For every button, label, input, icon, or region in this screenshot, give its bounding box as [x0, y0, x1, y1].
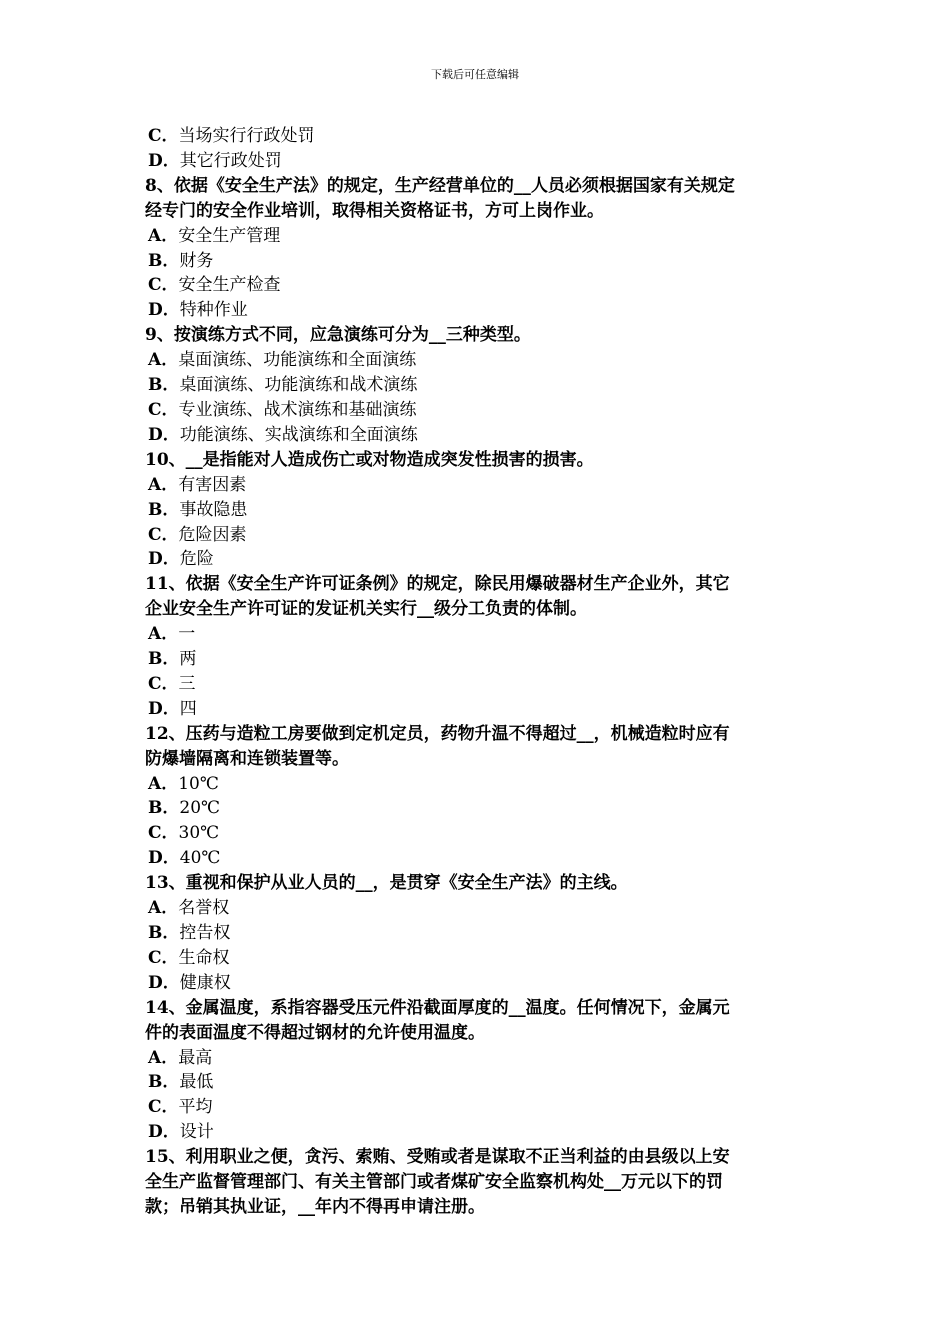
question-line: 件的表面温度不得超过钢材的允许使用温度。: [145, 1022, 485, 1043]
option-text: 功能演练、实战演练和全面演练: [179, 424, 418, 445]
option-label: A．: [148, 624, 179, 645]
option-label: A．: [148, 773, 179, 794]
answer-option: [145, 1120, 810, 1145]
option-label: C．: [148, 126, 179, 146]
option-label: C．: [148, 1097, 179, 1118]
document-body: [145, 124, 810, 1220]
option-label: B．: [148, 649, 180, 670]
option-label: D．: [148, 972, 180, 993]
option-text: 20℃: [179, 798, 221, 819]
option-text: 最低: [179, 1072, 214, 1093]
question-line: 15、利用职业之便，贪污、索贿、受贿或者是谋取不正当利益的由县级以上安: [145, 1147, 730, 1168]
option-text: 名誉权: [178, 898, 230, 919]
answer-option: [145, 821, 810, 846]
option-label: B．: [148, 499, 180, 520]
option-text: 危险: [179, 549, 214, 570]
answer-option: [145, 846, 810, 871]
option-text: 桌面演练、功能演练和战术演练: [179, 375, 418, 396]
option-text: 两: [179, 649, 197, 670]
answer-option: [145, 1070, 810, 1095]
question-line: 12、压药与造粒工房要做到定机定员，药物升温不得超过__，机械造粒时应有: [145, 723, 730, 744]
answer-option: [145, 896, 810, 921]
option-label: D．: [148, 1122, 180, 1143]
option-label: A．: [148, 225, 179, 246]
option-text: 有害因素: [178, 474, 247, 495]
answer-option: [145, 697, 810, 722]
answer-option: [145, 622, 810, 647]
answer-option: [145, 149, 810, 174]
option-text: 危险因素: [178, 524, 247, 545]
option-label: D．: [148, 549, 180, 570]
answer-option: [145, 423, 810, 448]
question-line: 10、__是指能对人造成伤亡或对物造成突发性损害的损害。: [145, 449, 594, 470]
option-text: 最高: [178, 1047, 213, 1068]
answer-option: [145, 647, 810, 672]
answer-option: [145, 672, 810, 697]
option-text: 特种作业: [179, 300, 248, 321]
option-label: D．: [148, 424, 180, 445]
option-text: 控告权: [179, 923, 231, 943]
option-text: 健康权: [179, 972, 231, 993]
question-line: 经专门的安全作业培训，取得相关资格证书，方可上岗作业。: [145, 200, 604, 221]
option-text: 30℃: [178, 823, 220, 844]
question-line: 11、依据《安全生产许可证条例》的规定，除民用爆破器材生产企业外，其它: [145, 574, 730, 595]
answer-option: [145, 249, 810, 274]
option-text: 安全生产管理: [178, 225, 281, 246]
answer-option: [145, 498, 810, 523]
option-label: D．: [148, 848, 180, 869]
option-label: B．: [148, 923, 180, 943]
answer-option: [145, 124, 810, 149]
answer-option: [145, 298, 810, 323]
option-text: 安全生产检查: [178, 275, 281, 296]
option-label: C．: [148, 947, 179, 968]
option-label: A．: [148, 1047, 179, 1068]
option-text: 一: [178, 624, 196, 645]
option-text: 三: [178, 673, 196, 694]
option-label: B．: [148, 798, 180, 819]
answer-option: [145, 1095, 810, 1120]
question-line: 款；吊销其执业证，__年内不得再申请注册。: [145, 1196, 485, 1217]
answer-option: [145, 273, 810, 298]
option-label: B．: [148, 375, 180, 396]
option-label: B．: [148, 250, 180, 271]
page-header: 下载后可任意编辑: [431, 68, 519, 81]
option-label: C．: [148, 275, 179, 296]
option-text: 四: [179, 698, 197, 719]
option-label: D．: [148, 300, 180, 321]
question-line: 13、重视和保护从业人员的__，是贯穿《安全生产法》的主线。: [145, 873, 628, 894]
answer-option: [145, 473, 810, 498]
answer-option: [145, 224, 810, 249]
question-line: 全生产监督管理部门、有关主管部门或者煤矿安全监察机构处__万元以下的罚: [145, 1172, 723, 1193]
answer-option: [145, 348, 810, 373]
question-line: 8、依据《安全生产法》的规定，生产经营单位的__人员必须根据国家有关规定: [145, 175, 735, 196]
option-label: D．: [148, 698, 180, 719]
option-text: 财务: [179, 250, 214, 271]
answer-option: [145, 523, 810, 548]
option-text: 40℃: [179, 848, 221, 869]
option-label: C．: [148, 673, 179, 694]
option-text: 当场实行行政处罚: [178, 126, 315, 146]
answer-option: [145, 1046, 810, 1071]
option-label: A．: [148, 474, 179, 495]
question-line: 企业安全生产许可证的发证机关实行__级分工负责的体制。: [145, 599, 587, 620]
answer-option: [145, 398, 810, 423]
option-label: D．: [148, 150, 180, 171]
option-text: 10℃: [178, 773, 219, 794]
answer-option: [145, 796, 810, 821]
option-text: 设计: [179, 1122, 214, 1143]
option-label: C．: [148, 823, 179, 844]
option-label: A．: [148, 898, 179, 919]
answer-option: [145, 373, 810, 398]
option-label: C．: [148, 399, 179, 420]
option-label: B．: [148, 1072, 180, 1093]
answer-option: [145, 971, 810, 996]
answer-option: [145, 946, 810, 971]
question-line: 防爆墙隔离和连锁装置等。: [145, 748, 349, 769]
option-text: 桌面演练、功能演练和全面演练: [178, 350, 417, 371]
answer-option: [145, 772, 810, 797]
option-text: 平均: [178, 1097, 213, 1118]
answer-option: [145, 547, 810, 572]
answer-option: [145, 921, 810, 946]
question-line: 9、按演练方式不同，应急演练可分为__三种类型。: [145, 325, 531, 346]
option-text: 专业演练、战术演练和基础演练: [178, 399, 417, 420]
option-text: 生命权: [178, 947, 230, 968]
option-text: 事故隐患: [179, 499, 248, 520]
question-line: 14、金属温度，系指容器受压元件沿截面厚度的__温度。任何情况下，金属元: [145, 997, 730, 1018]
option-text: 其它行政处罚: [179, 150, 282, 171]
option-label: A．: [148, 350, 179, 371]
option-label: C．: [148, 524, 179, 545]
